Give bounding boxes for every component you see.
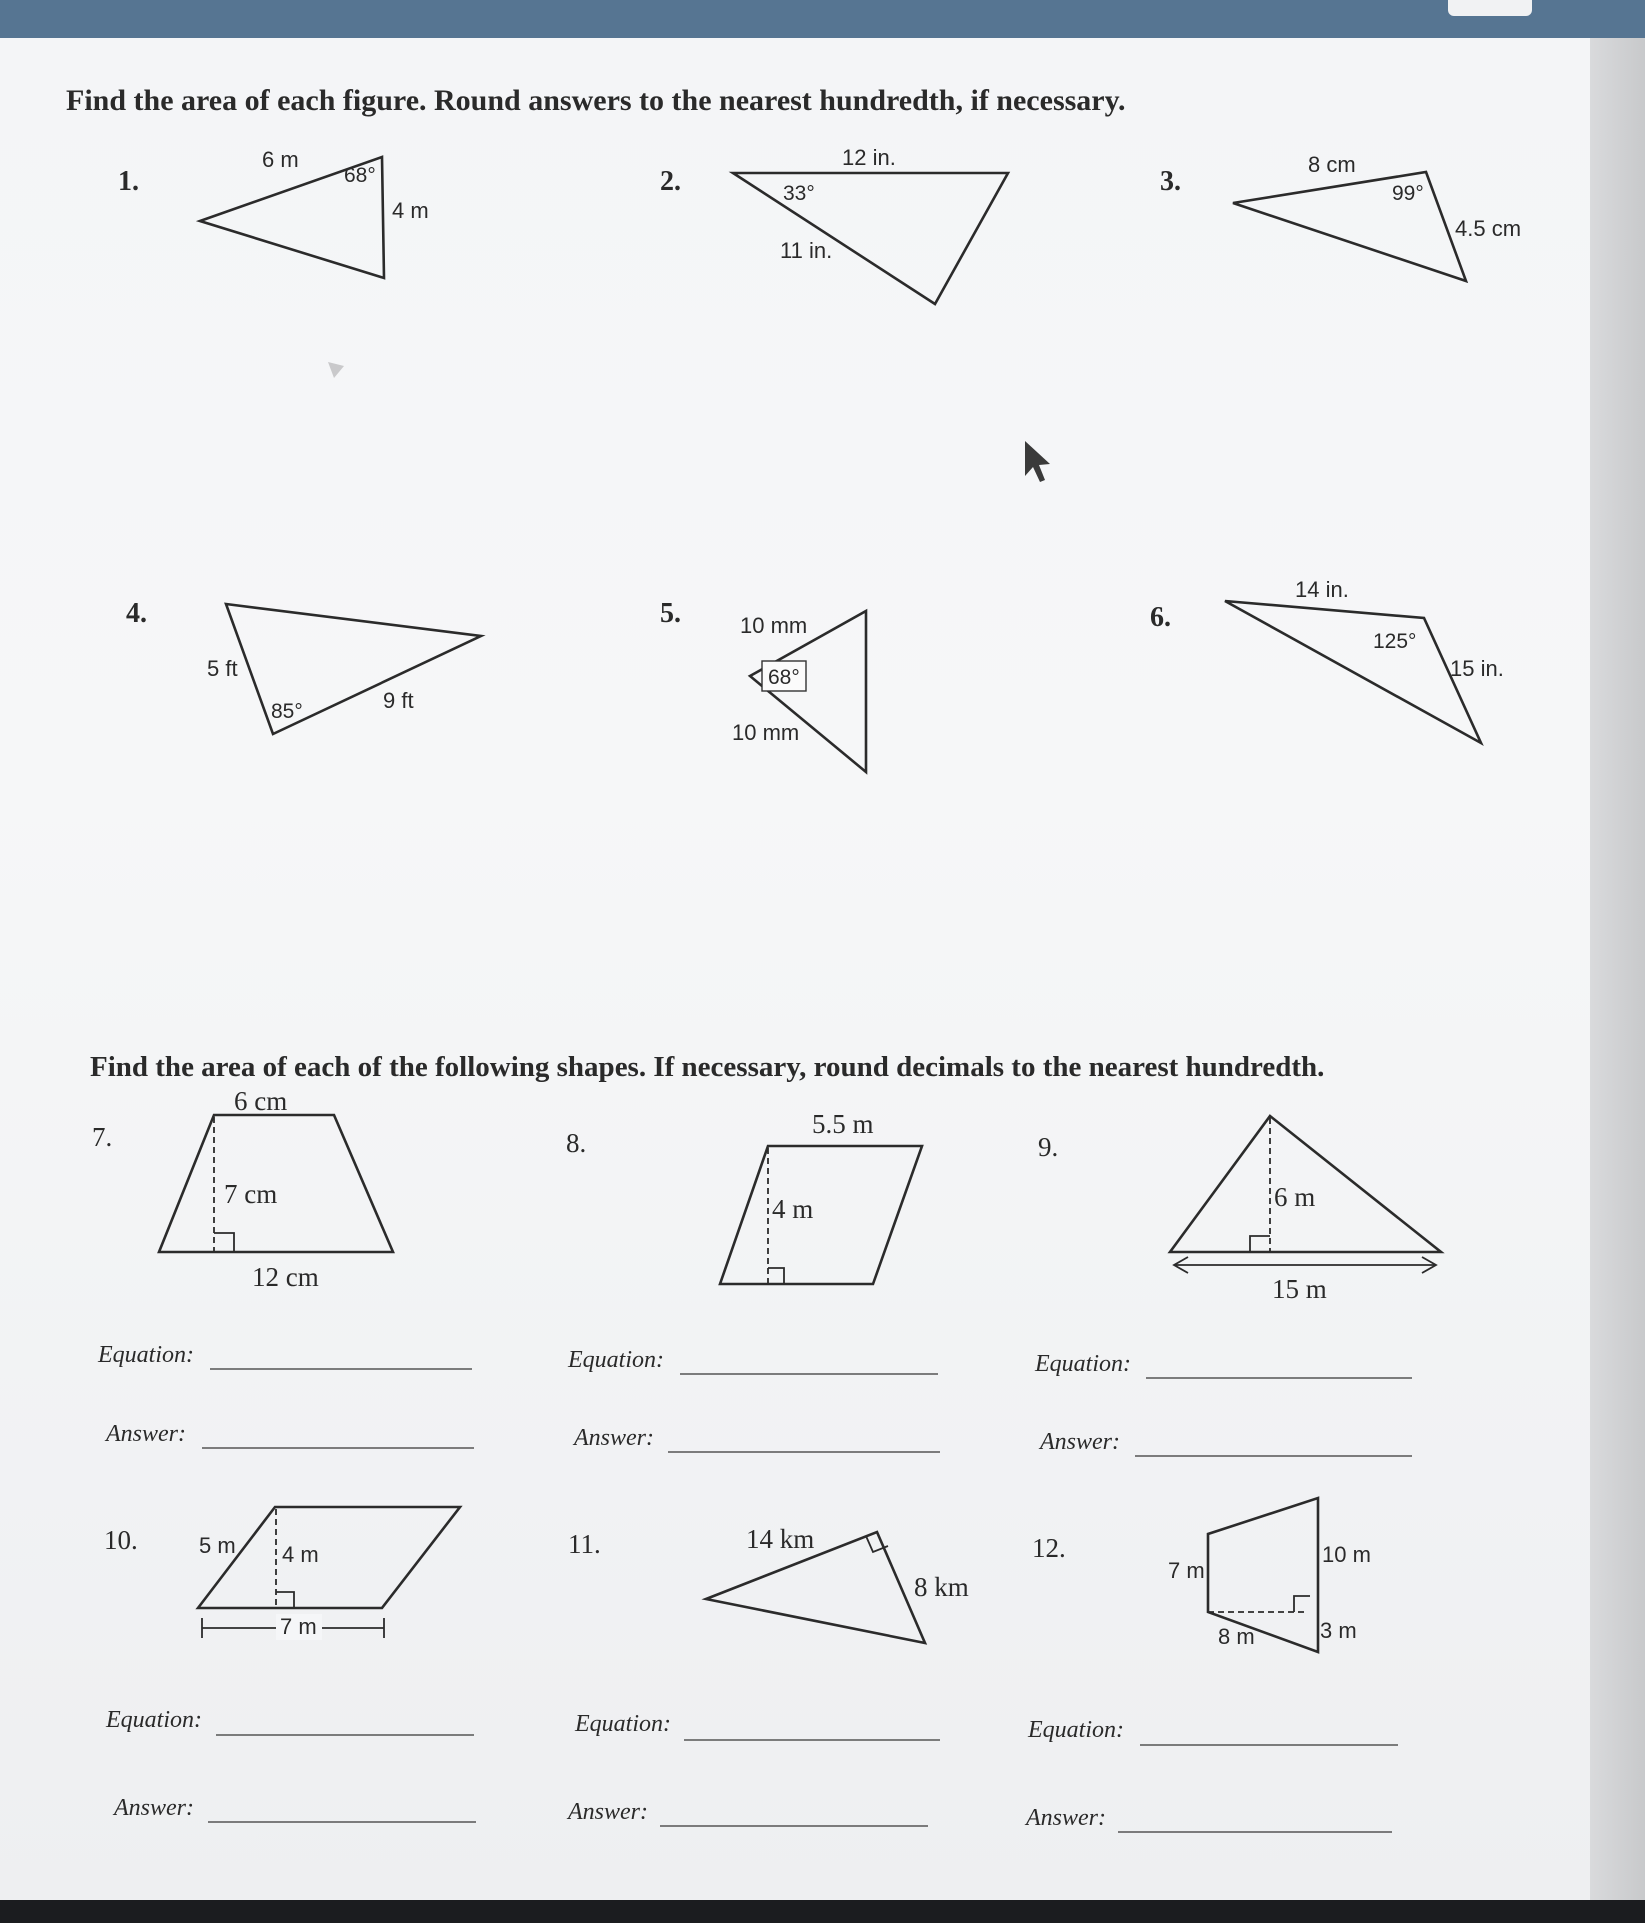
- side-label: 7 cm: [224, 1179, 278, 1209]
- triangle-figure: [1225, 601, 1481, 743]
- problem-number: 11.: [568, 1529, 601, 1559]
- right-triangle-figure: [706, 1532, 925, 1643]
- side-label: 14 km: [746, 1524, 815, 1554]
- angle-label: 99°: [1392, 182, 1424, 205]
- right-angle-mark: [1250, 1236, 1270, 1252]
- side-label: 4 m: [282, 1542, 319, 1567]
- answer-label: Answer:: [568, 1799, 648, 1825]
- problem-number: 4.: [126, 598, 147, 629]
- side-label: 10 m: [1322, 1542, 1371, 1567]
- right-angle-mark: [214, 1233, 234, 1252]
- problem-12: [1032, 1498, 1371, 1652]
- problem-8: [566, 1109, 922, 1284]
- angle-label: 33°: [783, 182, 815, 205]
- answer-label: Answer:: [114, 1795, 194, 1821]
- equation-label: Equation:: [1028, 1717, 1124, 1743]
- side-label: 15 in.: [1450, 656, 1504, 681]
- mouse-cursor-icon: [1025, 441, 1050, 482]
- section2-instruction: Find the area of each of the following shapes. If necessary, round decimals to the nearest hundredth.: [90, 1051, 1325, 1083]
- right-angle-mark: [1294, 1596, 1310, 1612]
- problem-10: [104, 1507, 460, 1640]
- side-label: 12 in.: [842, 145, 896, 170]
- right-angle-mark: [768, 1268, 784, 1284]
- equation-label: Equation:: [568, 1347, 664, 1373]
- side-label: 15 m: [1272, 1274, 1327, 1304]
- problem-number: 3.: [1160, 166, 1181, 197]
- side-label: 7 m: [280, 1614, 317, 1639]
- problem-6: [1150, 577, 1504, 743]
- side-label: 6 m: [262, 147, 299, 172]
- equation-label: Equation:: [1035, 1351, 1131, 1377]
- angle-label: 68°: [344, 164, 376, 187]
- problem-1: [118, 147, 429, 278]
- section1-instruction: Find the area of each figure. Round answers to the nearest hundredth, if necessary.: [66, 84, 1126, 117]
- equation-label: Equation:: [106, 1707, 202, 1733]
- side-label: 5.5 m: [812, 1109, 874, 1139]
- triangle-figure: [1233, 172, 1466, 281]
- problem-number: 9.: [1038, 1132, 1059, 1162]
- side-label: 8 km: [914, 1572, 969, 1602]
- right-angle-mark: [276, 1592, 294, 1608]
- side-label: 5 ft: [207, 656, 238, 681]
- side-label: 4 m: [772, 1194, 814, 1224]
- side-label: 5 m: [199, 1533, 236, 1558]
- side-label: 8 cm: [1308, 152, 1356, 177]
- problem-number: 10.: [104, 1525, 138, 1555]
- parallelogram-figure: [720, 1146, 922, 1284]
- side-label: 6 cm: [234, 1086, 288, 1116]
- problem-number: 7.: [92, 1122, 113, 1152]
- problem-number: 1.: [118, 166, 139, 197]
- problem-number: 6.: [1150, 602, 1171, 633]
- problem-3: [1160, 152, 1521, 281]
- side-label: 14 in.: [1295, 577, 1349, 602]
- problem-number: 2.: [660, 166, 681, 197]
- stray-mark: [328, 362, 344, 378]
- side-label: 8 m: [1218, 1624, 1255, 1649]
- side-label: 4 m: [392, 198, 429, 223]
- side-label: 12 cm: [252, 1262, 319, 1292]
- problem-5: [660, 598, 866, 772]
- problem-11: [568, 1524, 969, 1643]
- side-label: 9 ft: [383, 688, 414, 713]
- triangle-figure: [226, 604, 481, 734]
- problem-9: [1038, 1116, 1441, 1304]
- problem-4: [126, 598, 481, 734]
- answer-label: Answer:: [1040, 1429, 1120, 1455]
- side-label: 11 in.: [780, 238, 833, 263]
- answer-row-1: [97, 1342, 1412, 1456]
- answer-label: Answer:: [106, 1421, 186, 1447]
- parallelogram-figure: [198, 1507, 460, 1608]
- problem-number: 12.: [1032, 1533, 1066, 1563]
- answer-row-2: [105, 1707, 1398, 1832]
- side-label: 10 mm: [732, 720, 800, 745]
- problem-number: 5.: [660, 598, 681, 629]
- angle-label: 68°: [768, 666, 800, 689]
- problem-number: 8.: [566, 1128, 587, 1158]
- angle-label: 85°: [271, 700, 303, 723]
- problem-7: [92, 1086, 393, 1292]
- side-label: 6 m: [1274, 1182, 1316, 1212]
- side-label: 3 m: [1320, 1618, 1357, 1643]
- problem-2: [660, 145, 1008, 304]
- equation-label: Equation:: [575, 1711, 671, 1737]
- equation-label: Equation:: [98, 1342, 194, 1368]
- triangle-figure: [733, 173, 1008, 304]
- side-label: 7 m: [1168, 1558, 1205, 1583]
- answer-label: Answer:: [574, 1425, 654, 1451]
- angle-label: 125°: [1373, 630, 1417, 653]
- side-label: 4.5 cm: [1455, 216, 1522, 241]
- answer-label: Answer:: [1026, 1805, 1106, 1831]
- side-label: 10 mm: [740, 613, 808, 638]
